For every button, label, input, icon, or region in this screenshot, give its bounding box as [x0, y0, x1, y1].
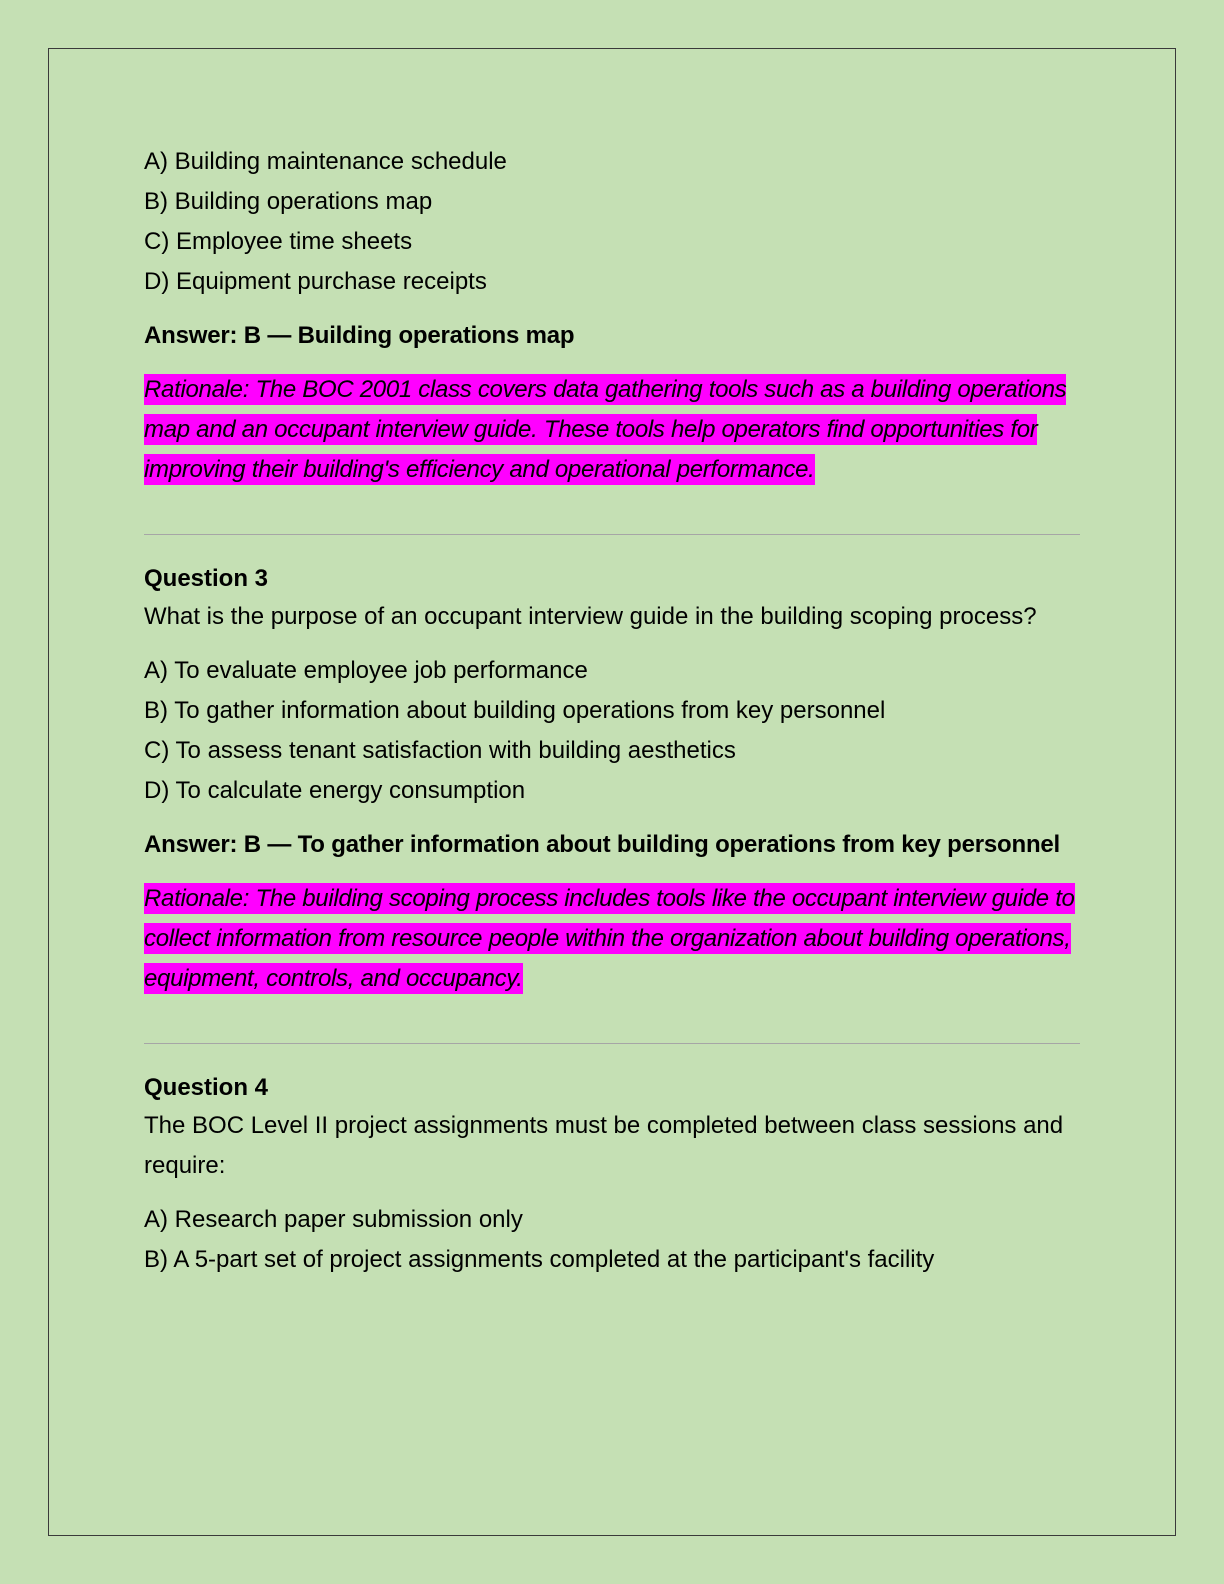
rationale-highlight: Rationale: The building scoping process includes tools like the occupant interview guide to collect information from resource people within the organization about building operations, equipment, controls, and occupancy.: [144, 885, 1075, 992]
question-3-rationale: [144, 879, 1080, 999]
section-divider: [144, 534, 1080, 535]
section-divider: [144, 1043, 1080, 1044]
option-c: C) To assess tenant satisfaction with building aesthetics: [144, 737, 736, 764]
question-3-text: What is the purpose of an occupant interview guide in the building scoping process?: [144, 603, 1037, 630]
question-3-options: [144, 651, 1080, 811]
question-3-answer: Answer: B — To gather information about building operations from key personnel: [144, 831, 1061, 858]
option-a: A) To evaluate employee job performance: [144, 657, 588, 684]
document-content: [144, 142, 1080, 1280]
question-2-rationale: [144, 370, 1080, 490]
question-2-options: [144, 142, 1080, 302]
question-4-title: Question 4: [144, 1074, 269, 1101]
question-4-text: The BOC Level II project assignments must be completed between class sessions and require:: [144, 1112, 1064, 1179]
option-c: C) Employee time sheets: [144, 228, 413, 255]
question-4-options: [144, 1200, 1080, 1280]
rationale-highlight: Rationale: The BOC 2001 class covers data gathering tools such as a building operations map and an occupant interview guide. These tools help operators find opportunities for improving their building's efficiency and operational performance.: [144, 376, 1067, 483]
option-b: B) A 5-part set of project assignments completed at the participant's facility: [144, 1246, 935, 1273]
question-2-answer: Answer: B — Building operations map: [144, 322, 575, 349]
option-a: A) Research paper submission only: [144, 1206, 523, 1233]
option-b: B) Building operations map: [144, 188, 433, 215]
option-b: B) To gather information about building operations from key personnel: [144, 697, 886, 724]
option-a: A) Building maintenance schedule: [144, 148, 507, 175]
question-3-title: Question 3: [144, 565, 269, 592]
option-d: D) Equipment purchase receipts: [144, 268, 487, 295]
option-d: D) To calculate energy consumption: [144, 777, 526, 804]
